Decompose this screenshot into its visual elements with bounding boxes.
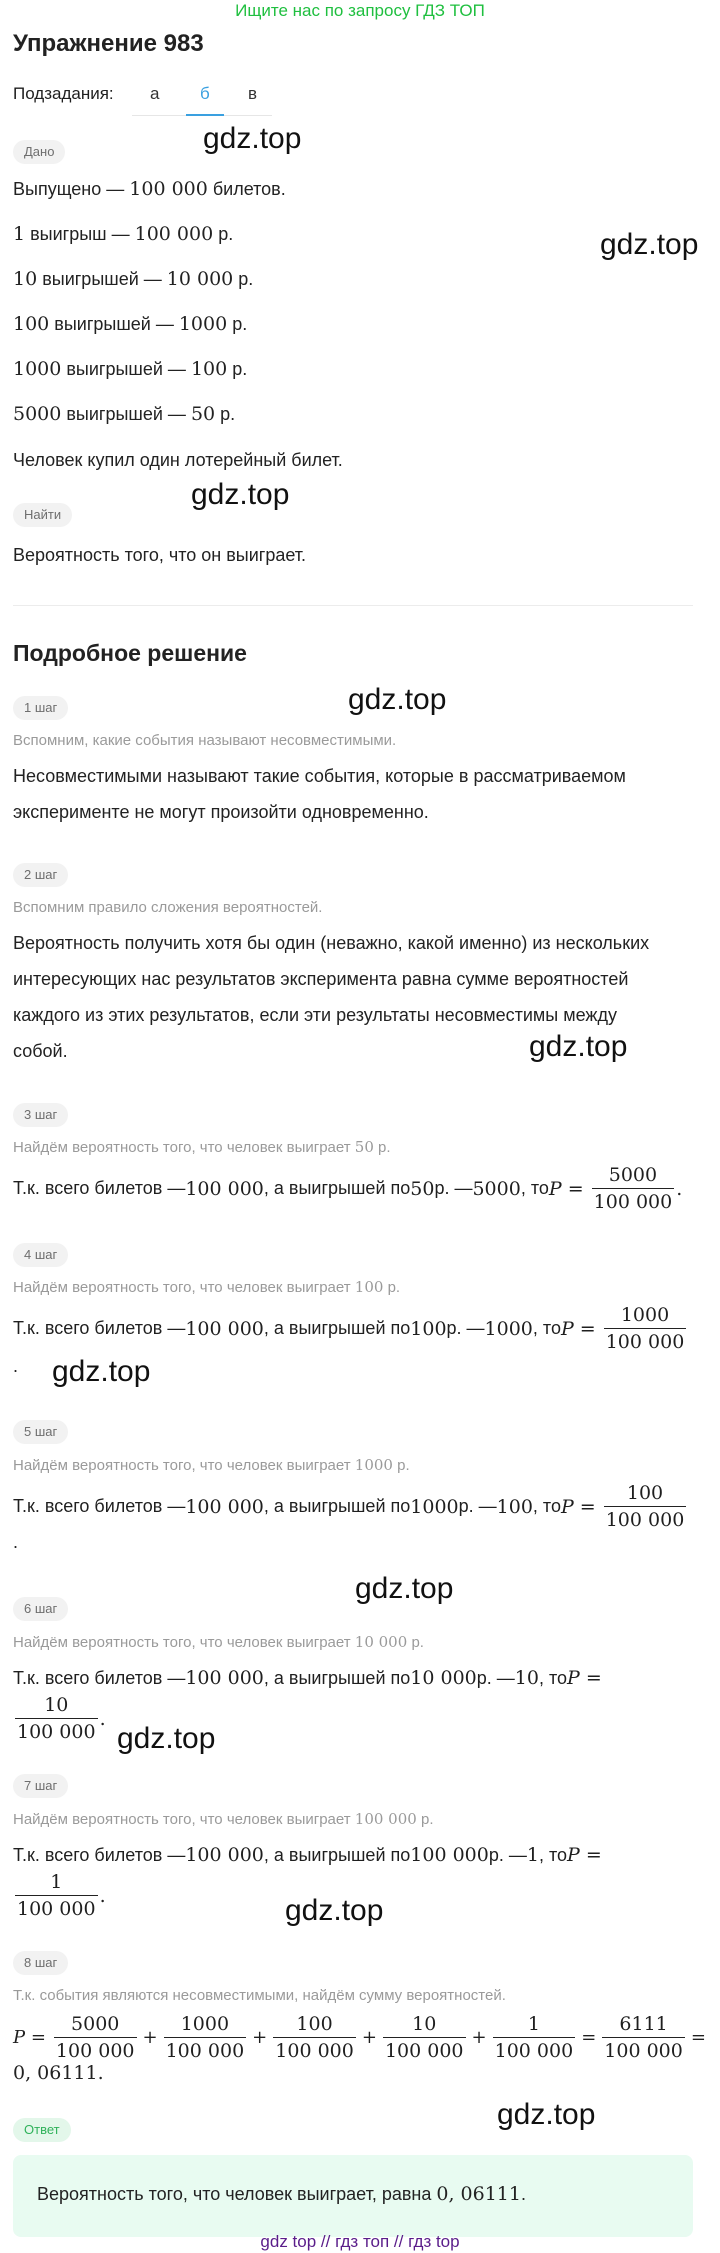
step-5-chip: 5 шаг (13, 1420, 68, 1444)
step-1-hint: Вспомним, какие события называют несовместимыми. (13, 732, 397, 749)
fraction: $\frac{10}{100 000}$ (17, 1694, 96, 1743)
fraction: $\frac{5000}{100 000}$ (593, 1164, 673, 1213)
fraction: $\frac{100}{100 000}$ (275, 2013, 354, 2062)
step-5-hint: Найдём вероятность того, что человек выиграет 1000 р. (13, 1456, 410, 1474)
given-chip: Дано (13, 140, 65, 164)
find-text: Вероятность того, что он выиграет. (13, 545, 307, 565)
top-banner[interactable]: Ищите нас по запросу ГДЗ ТОП (235, 1, 485, 20)
step-4-math: Т.к. всего билетов — 100 000 , а выигрышей по 100 р. — 1000 , то P = $\frac{1000}{100 000}$ (13, 1304, 685, 1353)
step-3-hint: Найдём вероятность того, что человек выиграет 50 р. (13, 1138, 391, 1156)
subtasks-label: Подзадания: (13, 84, 114, 103)
given-line-3: 10 выигрышей — 10 000 р. (13, 268, 254, 290)
tab-b[interactable]: б (200, 84, 210, 103)
step-6-chip: 6 шаг (13, 1597, 68, 1621)
watermark: gdz.top (52, 1355, 151, 1388)
step-2-hint: Вспомним правило сложения вероятностей. (13, 899, 323, 916)
step-4-chip: 4 шаг (13, 1243, 68, 1267)
divider (13, 605, 693, 606)
bottom-links[interactable]: gdz top // гдз топ // гдз top (260, 2232, 460, 2251)
step-2-line: интересующих нас результатов эксперимента равна сумме вероятностей (13, 969, 629, 989)
page-title: Упражнение 983 (13, 30, 204, 57)
given-line-6: 5000 выигрышей — 50 р. (13, 403, 236, 425)
step-2-chip: 2 шаг (13, 863, 68, 887)
step-6-hint: Найдём вероятность того, что человек выиграет 10 000 р. (13, 1633, 424, 1651)
fraction: $\frac{100}{100 000}$ (605, 1482, 685, 1531)
fraction: $\frac{1}{100 000}$ (494, 2013, 574, 2062)
given-line-4: 100 выигрышей — 1000 р. (13, 313, 248, 335)
final-decimal: 0, 06111. (13, 2062, 104, 2084)
watermark: gdz.top (529, 1030, 628, 1063)
step-1-line: Несовместимыми называют такие события, которые в рассматриваемом (13, 766, 626, 786)
fraction: $\frac{1}{100 000}$ (17, 1871, 96, 1920)
step-2-line: собой. (13, 1041, 68, 1061)
step-1-chip: 1 шаг (13, 696, 68, 720)
step-5-math: Т.к. всего билетов — 100 000 , а выигрышей по 1000 р. — 100 , то P = $\frac{100}{100 000}$ (13, 1482, 685, 1531)
watermark: gdz.top (348, 683, 447, 716)
step-8-hint: Т.к. события являются несовместимыми, найдём сумму вероятностей. (13, 1987, 506, 2004)
step-7-fraction-line: $\frac{1}{100 000}$ . (17, 1871, 106, 1920)
step-2-line: каждого из этих результатов, если эти результаты несовместимы между (13, 1005, 617, 1025)
given-line-1: Выпущено — 100 000 билетов. (13, 178, 286, 200)
watermark: gdz.top (203, 122, 302, 155)
step-4-hint: Найдём вероятность того, что человек выиграет 100 р. (13, 1278, 401, 1296)
step-7-math: Т.к. всего билетов — 100 000 , а выигрышей по 100 000 р. — 1 , то P = (13, 1844, 602, 1866)
tab-v[interactable]: в (248, 84, 258, 103)
watermark: gdz.top (497, 2098, 596, 2131)
watermark: gdz.top (285, 1894, 384, 1927)
step-4-dot: . (13, 1356, 19, 1376)
step-3-chip: 3 шаг (13, 1103, 68, 1127)
watermark: gdz.top (191, 478, 290, 511)
fraction: $\frac{5000}{100 000}$ (55, 2013, 135, 2062)
given-line-5: 1000 выигрышей — 100 р. (13, 358, 248, 380)
fraction: $\frac{10}{100 000}$ (384, 2013, 464, 2062)
given-line-7: Человек купил один лотерейный билет. (13, 450, 343, 470)
step-2-line: Вероятность получить хотя бы один (неважно, какой именно) из нескольких (13, 933, 650, 953)
step-6-math: Т.к. всего билетов — 100 000 , а выигрышей по 10 000 р. — 10 , то P = (13, 1667, 602, 1689)
tab-a[interactable]: а (150, 84, 160, 103)
step-7-chip: 7 шаг (13, 1774, 68, 1798)
watermark: gdz.top (117, 1722, 216, 1755)
step-3-math: Т.к. всего билетов — 100 000 , а выигрышей по 50 р. — 5000 , то P = $\frac{5000}{100 000}$ . (13, 1164, 683, 1213)
given-line-2: 1 выигрыш — 100 000 р. (13, 223, 234, 245)
answer-text: Вероятность того, что человек выиграет, равна 0, 06111. (37, 2183, 526, 2205)
step-8-chip: 8 шаг (13, 1951, 68, 1975)
step-6-fraction-line: $\frac{10}{100 000}$ . (17, 1694, 106, 1743)
find-chip: Найти (13, 503, 72, 527)
watermark: gdz.top (355, 1572, 454, 1605)
step-1-line: эксперименте не могут произойти одновременно. (13, 802, 429, 822)
final-sum: P = $\frac{5000}{100 000}$ + $\frac{1000}{100 000}$ + $\frac{100}{100 000}$ + $\frac{10}{100 000}$ + $\frac{1}{100 000}$ = $\frac{6111}{100 000}$ = (13, 2013, 706, 2062)
step-5-dot: . (13, 1532, 19, 1552)
active-tab-indicator (186, 114, 224, 116)
fraction: $\frac{1000}{100 000}$ (165, 2013, 245, 2062)
fraction: $\frac{1000}{100 000}$ (605, 1304, 685, 1353)
step-7-hint: Найдём вероятность того, что человек выиграет 100 000 р. (13, 1810, 434, 1828)
fraction: $\frac{6111}{100 000}$ (604, 2013, 683, 2062)
solution-title: Подробное решение (13, 640, 247, 666)
answer-chip: Ответ (13, 2118, 71, 2142)
watermark: gdz.top (600, 228, 699, 261)
